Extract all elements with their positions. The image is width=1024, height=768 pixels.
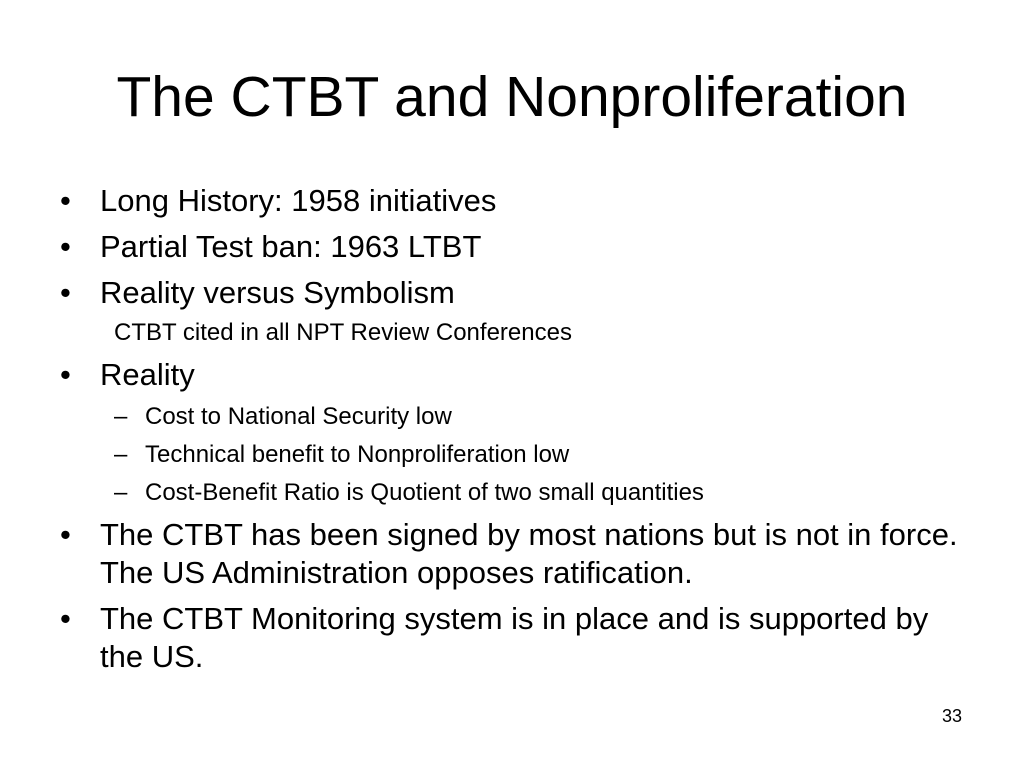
sub-bullet-text: Technical benefit to Nonproliferation low (145, 441, 570, 468)
sub-bullet-item (58, 440, 978, 470)
bullet-text: The CTBT Monitoring system is in place and is supported by the US. (100, 601, 929, 674)
dash-marker: – (114, 441, 128, 468)
sub-bullet-text: Cost-Benefit Ratio is Quotient of two small quantities (145, 479, 704, 506)
bullet-item (58, 182, 978, 220)
bullet-list (58, 182, 978, 684)
bullet-marker: • (60, 183, 71, 218)
sub-note-text: CTBT cited in all NPT Review Conferences (114, 319, 572, 346)
bullet-item (58, 600, 978, 676)
sub-bullet-item (58, 402, 978, 432)
bullet-text: The CTBT has been signed by most nations but is not in force. The US Administration opposes ratification. (100, 517, 958, 590)
bullet-text: Reality (100, 357, 195, 392)
bullet-marker: • (60, 601, 71, 636)
sub-bullet-text: Cost to National Security low (145, 403, 452, 430)
bullet-item (58, 274, 978, 312)
bullet-text: Long History: 1958 initiatives (100, 183, 497, 218)
bullet-item (58, 228, 978, 266)
bullet-marker: • (60, 357, 71, 392)
sub-note (58, 318, 978, 348)
dash-marker: – (114, 403, 128, 430)
bullet-text: Partial Test ban: 1963 LTBT (100, 229, 482, 264)
dash-marker: – (114, 479, 128, 506)
bullet-marker: • (60, 517, 71, 552)
bullet-marker: • (60, 229, 71, 264)
bullet-item (58, 356, 978, 394)
page-number: 33 (941, 706, 962, 726)
bullet-text: Reality versus Symbolism (100, 275, 455, 310)
bullet-marker: • (60, 275, 71, 310)
sub-bullet-item (58, 478, 978, 508)
bullet-item (58, 516, 978, 592)
slide-title: The CTBT and Nonproliferation (116, 65, 908, 129)
